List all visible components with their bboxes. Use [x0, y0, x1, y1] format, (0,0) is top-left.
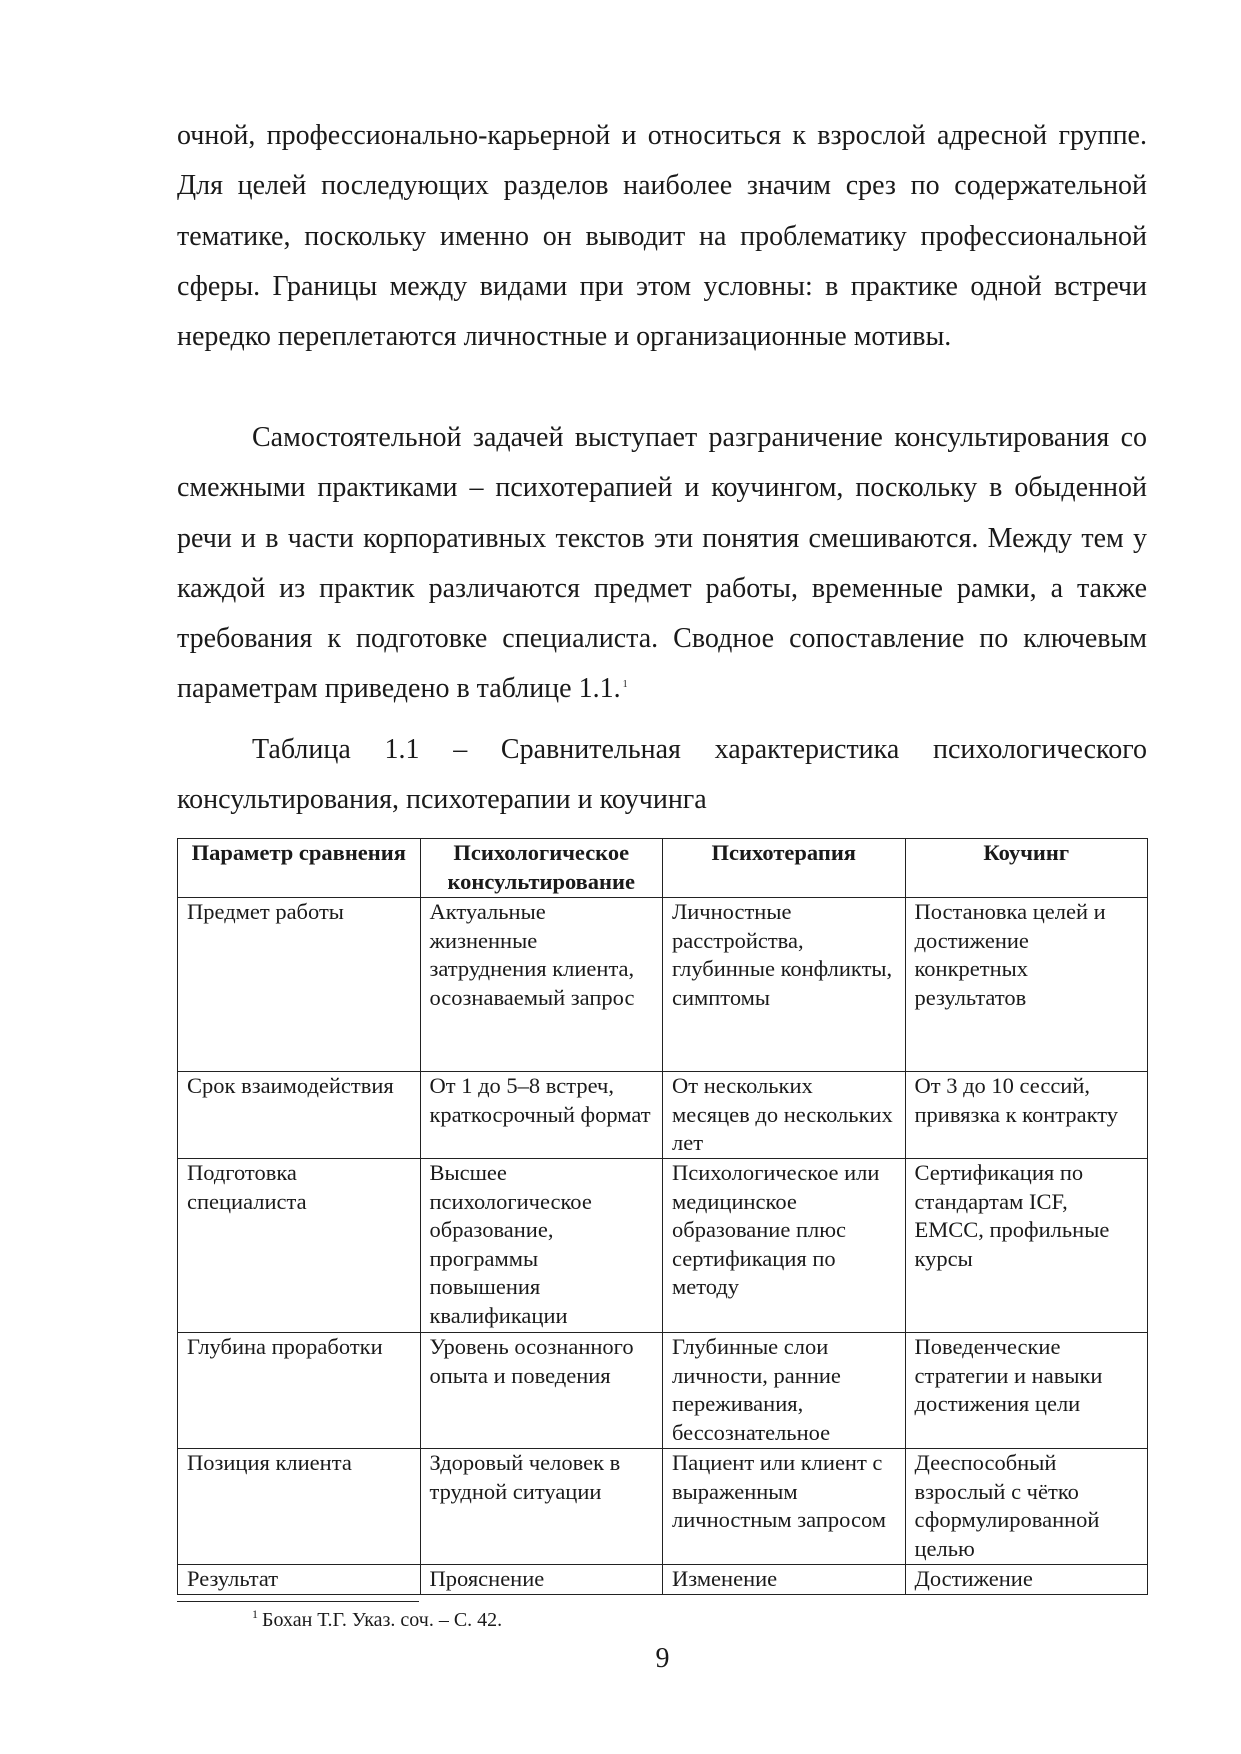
table-row [178, 1072, 1148, 1159]
table-row [178, 898, 1148, 1072]
table-cell: Предмет работы [178, 898, 421, 1072]
body-paragraph-1: очной, профессионально-карьерной и относиться к взрослой адресной группе. Для целей последующих разделов наиболее значим срез по содержательной тематике, поскольку именно он выводит на проблематику профессиональной сферы. Границы между видами при этом условны: в практике одной встречи нередко переплетаются личностные и организационные мотивы. [177, 120, 1147, 353]
table-cell: Личностные расстройства, глубинные конфликты, симптомы [663, 898, 906, 1072]
table-cell: Постановка целей и достижение конкретных результатов [905, 898, 1148, 1072]
table-row [178, 1565, 1148, 1595]
footnote-text: Бохан Т.Г. Указ. соч. – С. 42. [262, 1609, 503, 1631]
page-number: 9 [655, 1643, 670, 1674]
table-cell: Дееспособный взрослый с чётко сформулированной целью [905, 1449, 1148, 1565]
footnote [252, 1607, 502, 1633]
table-cell: Результат [178, 1565, 421, 1595]
table-cell: Срок взаимодействия [178, 1072, 421, 1159]
table-cell: Здоровый человек в трудной ситуации [420, 1449, 663, 1565]
body-paragraph-2: Самостоятельной задачей выступает разграничение консультирования со смежными практиками – психотерапией и коучингом, поскольку в обыденной речи и в части корпоративных текстов эти понятия смешиваются. Между тем у каждой из практик различаются предмет работы, временные рамки, а также требования к подготовке специалиста. Сводное сопоставление по ключевым параметрам приведено в таблице 1.1. $^1$ [177, 422, 1147, 705]
table-header-cell: Психологическое консультирование [420, 839, 663, 898]
table-cell: Подготовка специалиста [178, 1159, 421, 1333]
table-cell: Прояснение [420, 1565, 663, 1595]
table-cell: Актуальные жизненные затруднения клиента, осознаваемый запрос [420, 898, 663, 1072]
footnote-reference: 1 [622, 679, 628, 691]
table-header-cell: Психотерапия [663, 839, 906, 898]
table-caption: Таблица 1.1 – Сравнительная характеристика психологического консультирования, психотерапии и коучинга [177, 734, 1147, 816]
comparison-table [177, 838, 1148, 1595]
footnote-separator [177, 1601, 419, 1602]
table-row [178, 1159, 1148, 1333]
table-cell: Изменение [663, 1565, 906, 1595]
table-cell: Глубина проработки [178, 1333, 421, 1449]
table-row [178, 1449, 1148, 1565]
table-cell: Позиция клиента [178, 1449, 421, 1565]
table-cell: От нескольких месяцев до нескольких лет [663, 1072, 906, 1159]
footnote-number: 1 [252, 1607, 258, 1622]
table-cell: От 1 до 5–8 встреч, краткосрочный формат [420, 1072, 663, 1159]
table-cell: Поведенческие стратегии и навыки достижения цели [905, 1333, 1148, 1449]
table-cell: Пациент или клиент с выраженным личностным запросом [663, 1449, 906, 1565]
table-cell: Достижение [905, 1565, 1148, 1595]
table-cell: Уровень осознанного опыта и поведения [420, 1333, 663, 1449]
table-header-cell: Параметр сравнения [178, 839, 421, 898]
table-header-row [178, 839, 1148, 898]
table-cell: Сертификация по стандартам ICF, EMCC, профильные курсы [905, 1159, 1148, 1333]
table-cell: Глубинные слои личности, ранние переживания, бессознательное [663, 1333, 906, 1449]
table-row [178, 1333, 1148, 1449]
table-cell: Высшее психологическое образование, программы повышения квалификации [420, 1159, 663, 1333]
table-cell: От 3 до 10 сессий, привязка к контракту [905, 1072, 1148, 1159]
table-cell: Психологическое или медицинское образование плюс сертификация по методу [663, 1159, 906, 1333]
table-header-cell: Коучинг [905, 839, 1148, 898]
